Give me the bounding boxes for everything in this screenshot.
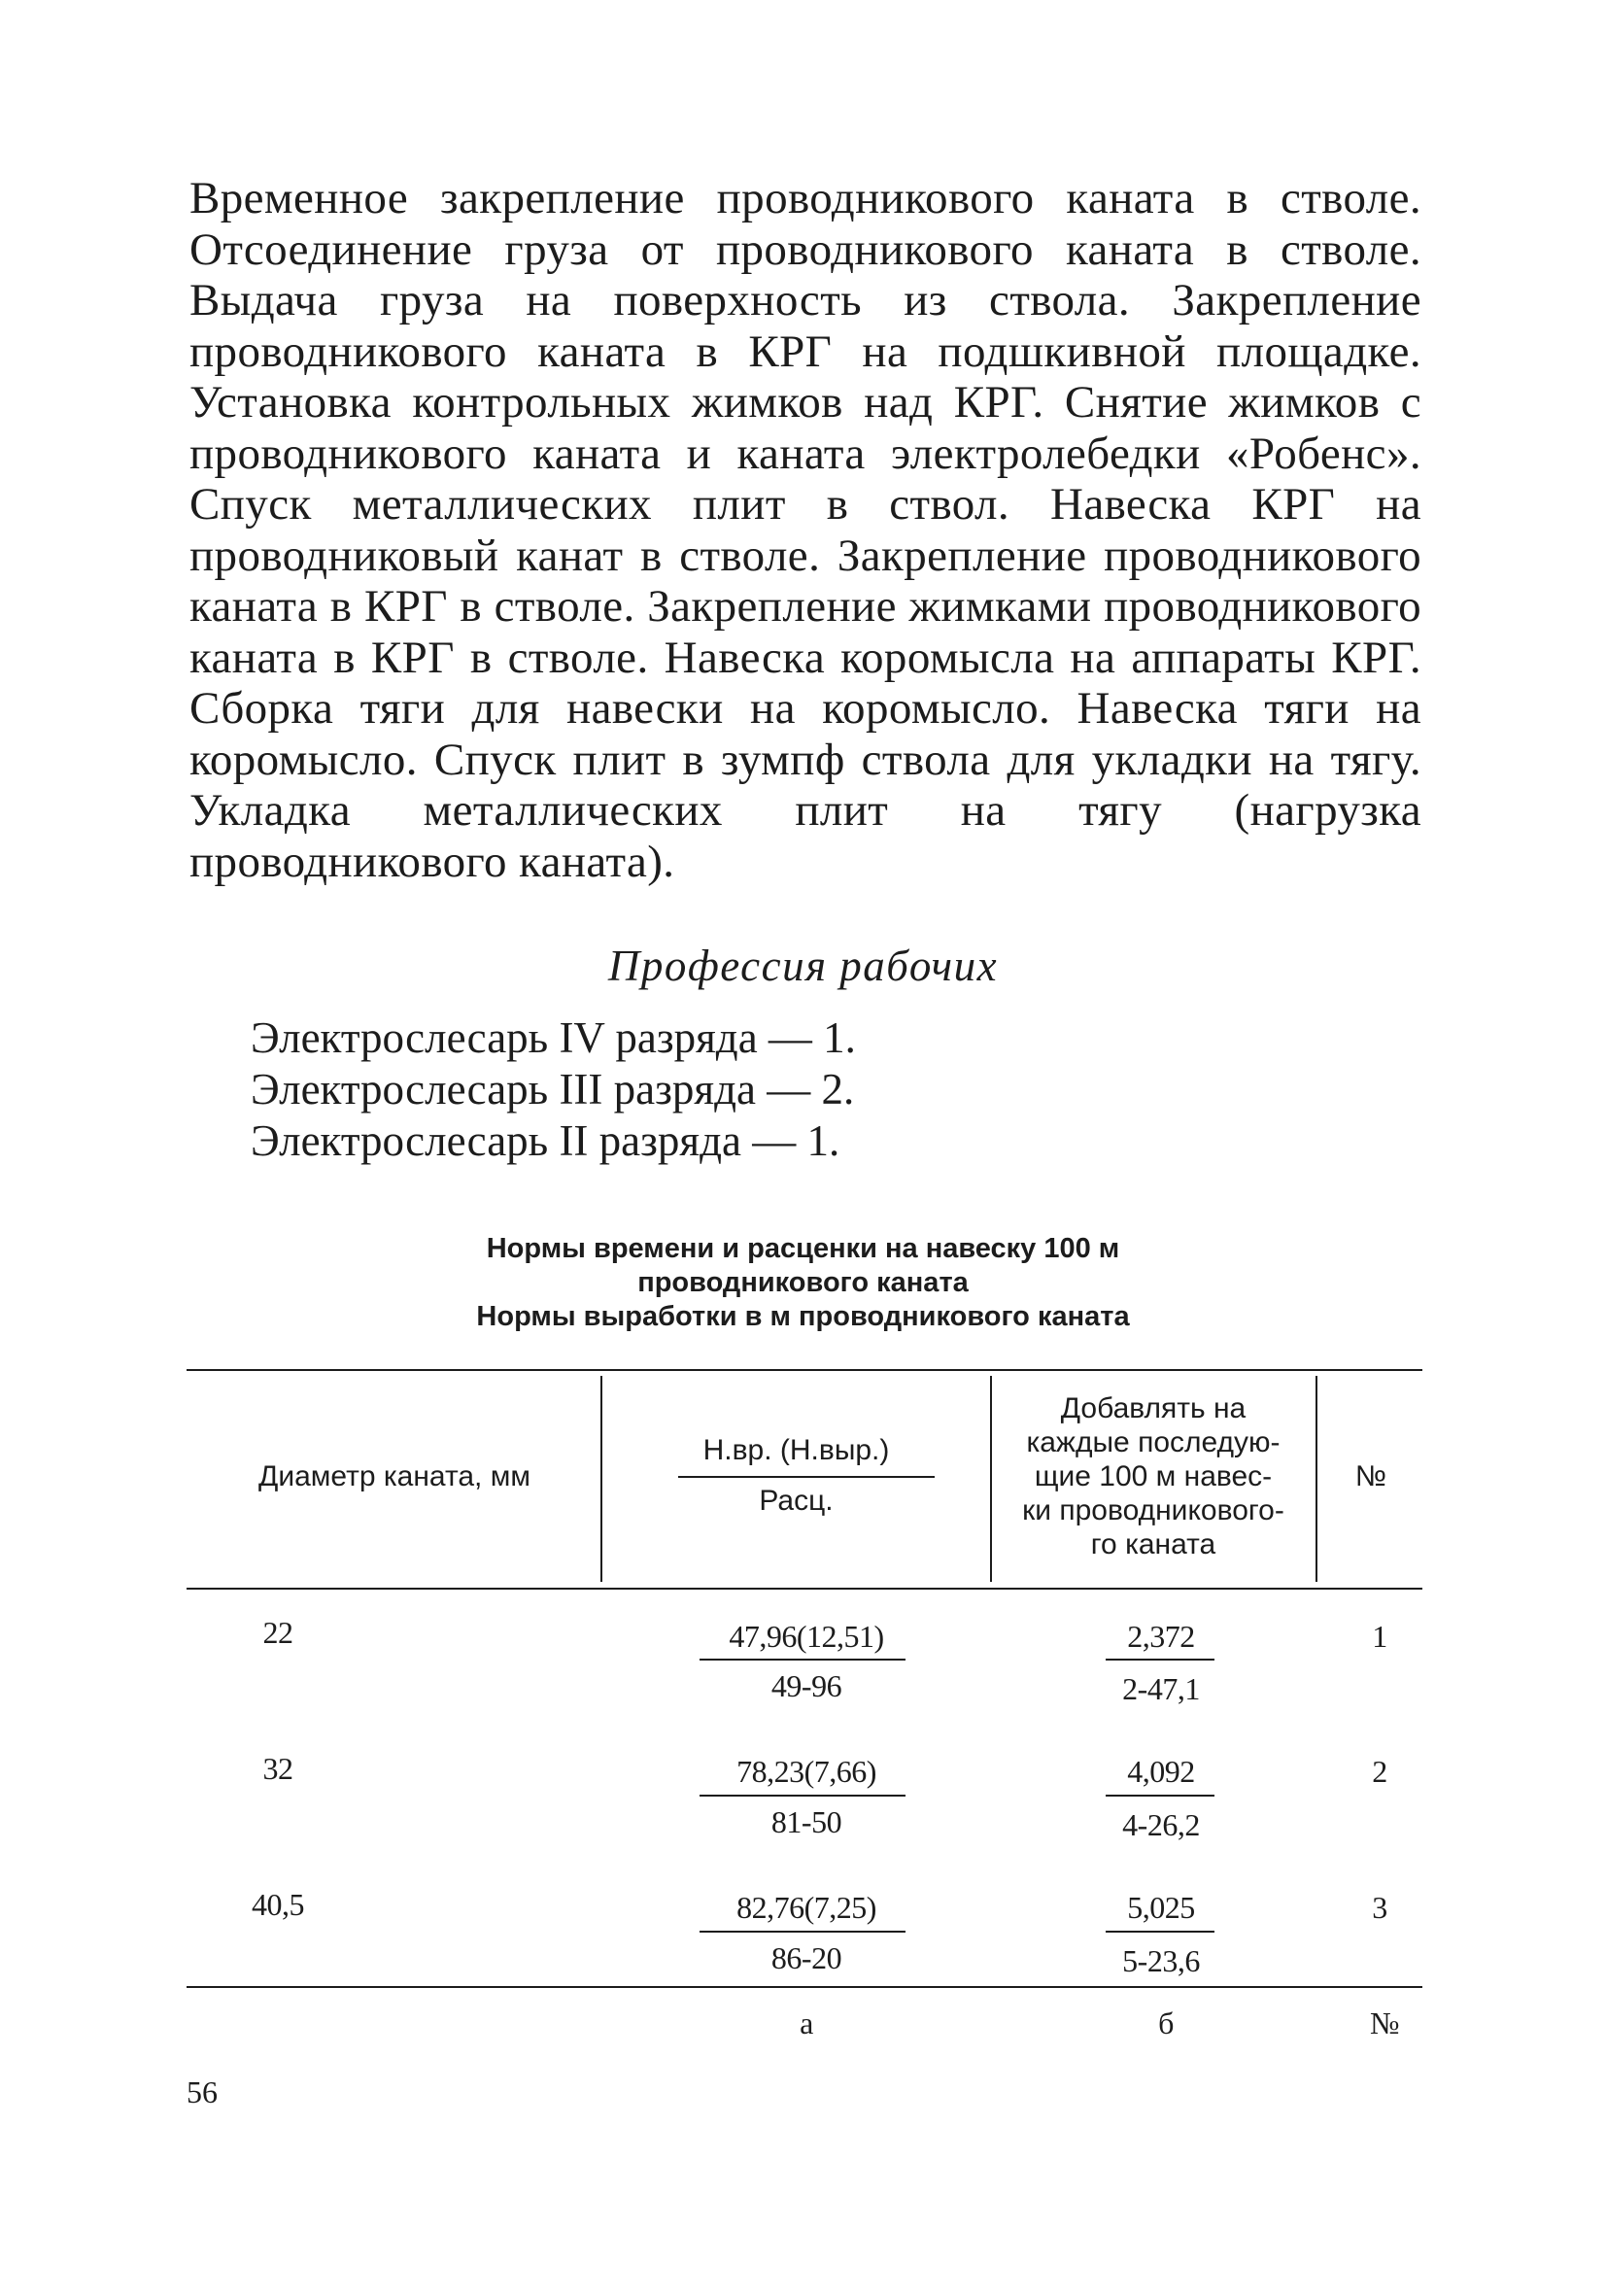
table-bottom-rule xyxy=(187,1986,1422,1988)
header-add-line: ки проводникового- xyxy=(1022,1494,1284,1526)
footer-col-a: а xyxy=(800,2005,813,2040)
header-norm-top: Н.вр. (Н.выр.) xyxy=(702,1434,890,1466)
caption-line: Нормы времени и расценки на навеску 100 м xyxy=(486,1233,1120,1264)
paragraph-text: Временное закрепление проводникового каната в стволе. Отсоединение груза от проводникового каната в стволе. Выдача груза на поверхность из ствола. Закрепление проводникового каната в КРГ на подшкивной площадке. Установка контрольных жимков над КРГ. Снятие жимков с проводникового каната и каната электролебедки «Робенс». Спуск металлических плит в ствол. Навеска КРГ на проводниковый канат в стволе. Закрепление проводникового каната в КРГ в стволе. Закрепление жимками проводникового каната в КРГ в стволе. Навеска коромысла на аппараты КРГ. Сборка тяги для навески на коромысло. Навеска тяги на коромысло. Спуск плит в зумпф ствола для укладки на тягу. Укладка металлических плит на тягу (нагрузка проводникового каната). xyxy=(189,173,1421,887)
cell-norm: 82,76(7,25) xyxy=(736,1890,876,1925)
cell-diameter: 40,5 xyxy=(252,1887,304,1922)
cell-add-norm: 4,092 xyxy=(1127,1754,1195,1789)
caption-line: проводникового каната xyxy=(637,1267,969,1298)
header-add-line: каждые последую- xyxy=(1026,1426,1281,1458)
cell-number: 3 xyxy=(1372,1890,1387,1925)
cell-add-price: 4-26,2 xyxy=(1122,1807,1200,1842)
column-divider xyxy=(990,1376,992,1582)
cell-add-price: 2-47,1 xyxy=(1122,1671,1200,1706)
cell-number: 2 xyxy=(1372,1754,1387,1789)
header-number: № xyxy=(1354,1460,1387,1492)
cell-number: 1 xyxy=(1372,1619,1387,1654)
cell-norm: 47,96(12,51) xyxy=(729,1619,884,1654)
header-diameter: Диаметр каната, мм xyxy=(258,1460,530,1492)
header-fraction-line xyxy=(678,1476,935,1478)
header-bottom-rule xyxy=(187,1588,1422,1590)
table-top-rule xyxy=(187,1369,1422,1371)
footer-col-b: б xyxy=(1158,2005,1174,2040)
footer-col-number: № xyxy=(1369,2005,1400,2040)
section-title: Профессия рабочих xyxy=(607,942,999,990)
worker-item: Электрослесарь III разряда — 2. xyxy=(251,1065,855,1114)
table-caption xyxy=(0,1232,1606,1334)
cell-fraction-line xyxy=(1106,1931,1214,1933)
cell-fraction-line xyxy=(1106,1795,1214,1797)
body-paragraph xyxy=(189,173,1421,887)
column-divider xyxy=(600,1376,602,1582)
header-add-line: го каната xyxy=(1090,1528,1216,1560)
caption-line: Нормы выработки в м проводникового каната xyxy=(476,1301,1130,1332)
cell-fraction-line xyxy=(700,1931,906,1933)
cell-diameter: 32 xyxy=(262,1751,293,1786)
cell-price: 49-96 xyxy=(770,1668,842,1703)
worker-item: Электрослесарь II разряда — 1. xyxy=(251,1116,840,1165)
cell-price: 86-20 xyxy=(770,1940,842,1975)
cell-fraction-line xyxy=(700,1659,906,1661)
cell-add-norm: 2,372 xyxy=(1127,1619,1195,1654)
cell-price: 81-50 xyxy=(770,1804,842,1839)
header-add-line: Добавлять на xyxy=(1060,1392,1247,1424)
column-divider xyxy=(1316,1376,1317,1582)
cell-fraction-line xyxy=(1106,1659,1214,1661)
page-number: 56 xyxy=(187,2074,218,2109)
cell-add-norm: 5,025 xyxy=(1127,1890,1195,1925)
cell-diameter: 22 xyxy=(262,1615,293,1650)
cell-fraction-line xyxy=(700,1795,906,1797)
header-norm-bottom: Расц. xyxy=(759,1485,834,1517)
workers-list xyxy=(251,1012,856,1167)
header-add-line: щие 100 м навес- xyxy=(1034,1460,1273,1492)
cell-norm: 78,23(7,66) xyxy=(736,1754,876,1789)
worker-item: Электрослесарь IV разряда — 1. xyxy=(251,1013,856,1062)
cell-add-price: 5-23,6 xyxy=(1122,1943,1200,1978)
